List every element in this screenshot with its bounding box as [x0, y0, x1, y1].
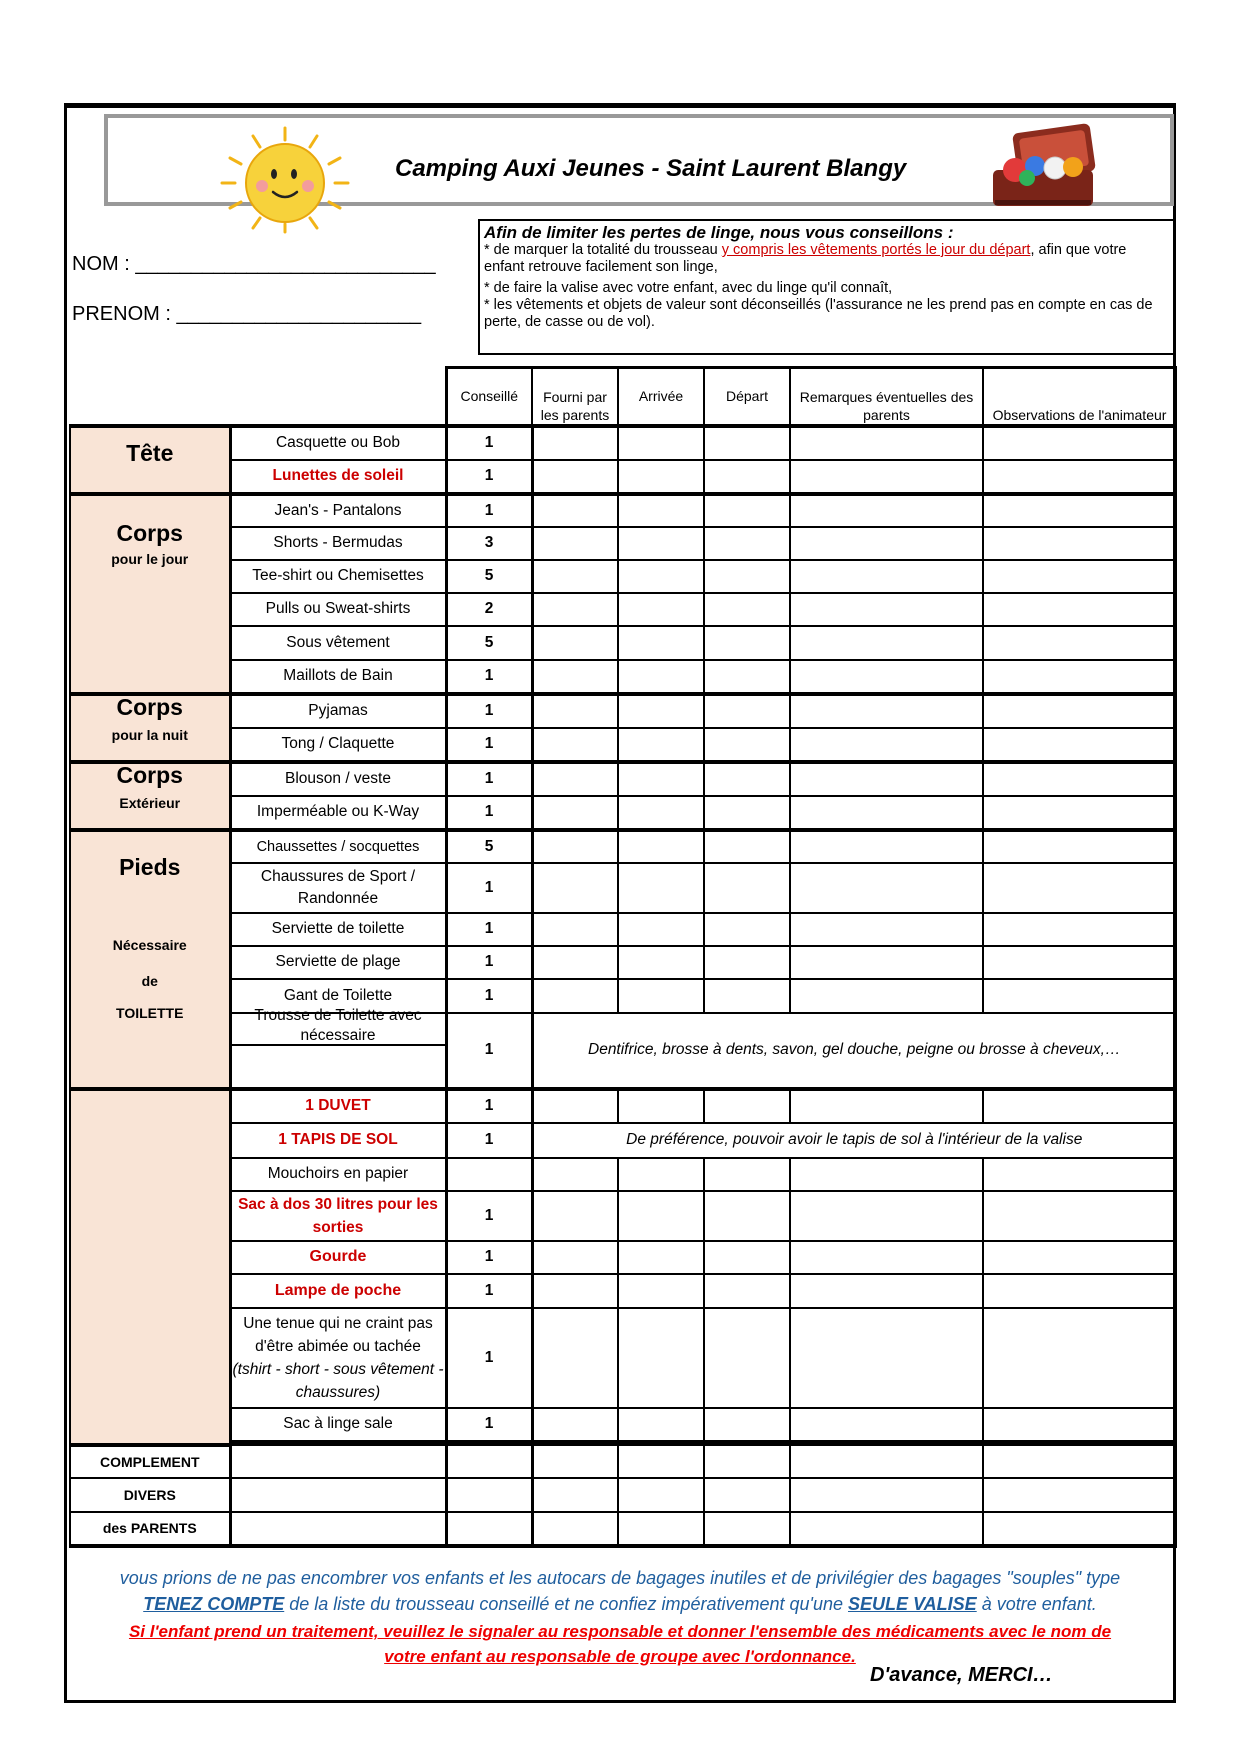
- item-qty: 1: [446, 762, 532, 796]
- table-row: [70, 1445, 1176, 1478]
- cell-arrivee[interactable]: [618, 979, 704, 1013]
- complement-cell[interactable]: [618, 1478, 704, 1512]
- cell-remarques[interactable]: [790, 1158, 983, 1191]
- item-qty: 5: [446, 560, 532, 593]
- category-corps-nuit: [70, 694, 230, 762]
- cell-depart[interactable]: [704, 913, 790, 946]
- cell-observations[interactable]: [983, 1274, 1176, 1308]
- cell-depart[interactable]: [704, 1089, 790, 1123]
- cell-fourni[interactable]: [532, 946, 618, 979]
- item-label-main: Une tenue qui ne craint pas d'être abimée ou tachée: [243, 1314, 433, 1355]
- item-label: [230, 1308, 446, 1408]
- cell-observations[interactable]: [983, 863, 1176, 913]
- cell-depart[interactable]: [704, 460, 790, 494]
- footer-line-1: vous prions de ne pas encombrer vos enfants et les autocars de bagages inutiles et de privilégier des bagages "souples" type: [119, 1568, 1121, 1588]
- cell-fourni[interactable]: [532, 1308, 618, 1408]
- cell-arrivee[interactable]: [618, 426, 704, 460]
- cell-fourni[interactable]: [532, 913, 618, 946]
- complement-cell[interactable]: [983, 1478, 1176, 1512]
- item-label-detail: (tshirt - short - sous vêtement - chaussures): [232, 1360, 444, 1401]
- cell-remarques[interactable]: [790, 946, 983, 979]
- item-label-blank: [230, 1045, 446, 1089]
- cell-arrivee[interactable]: [618, 1191, 704, 1241]
- item-label: Blouson / veste: [230, 762, 446, 796]
- advice-line-1-highlight: y compris les vêtements portés le jour du départ: [721, 242, 1031, 258]
- advice-line-1-end: , afin que votre enfant retrouve facilement son linge,: [484, 242, 1127, 275]
- category-necessaire-line-1: Nécessaire: [112, 936, 187, 953]
- table-row: [70, 460, 1176, 494]
- cell-depart[interactable]: [704, 494, 790, 527]
- cell-observations[interactable]: [983, 560, 1176, 593]
- table-row: [70, 1308, 1176, 1408]
- category-corps-ext-sub: Extérieur: [119, 794, 181, 811]
- cell-observations[interactable]: [983, 1089, 1176, 1123]
- item-qty: 1: [446, 494, 532, 527]
- cell-remarques[interactable]: [790, 560, 983, 593]
- cell-observations[interactable]: [983, 494, 1176, 527]
- item-qty: 1: [446, 460, 532, 494]
- cell-observations[interactable]: [983, 830, 1176, 863]
- item-label: Imperméable ou K-Way: [230, 796, 446, 830]
- cell-remarques[interactable]: [790, 913, 983, 946]
- cell-fourni[interactable]: [532, 460, 618, 494]
- checklist-table: [69, 366, 1177, 1548]
- item-qty: 1: [446, 1123, 532, 1158]
- advice-line-3: * les vêtements et objets de valeur sont déconseillés (l'assurance ne les prend pas en compte en cas de perte, de casse ou de vol).: [484, 297, 1153, 330]
- cell-remarques[interactable]: [790, 1191, 983, 1241]
- complement-cell[interactable]: [790, 1478, 983, 1512]
- item-label: Maillots de Bain: [230, 660, 446, 694]
- table-row: [70, 1478, 1176, 1512]
- cell-depart[interactable]: [704, 560, 790, 593]
- cell-arrivee[interactable]: [618, 660, 704, 694]
- item-label: Sac à dos 30 litres pour les sorties: [230, 1191, 446, 1241]
- item-qty: 1: [446, 426, 532, 460]
- suitcase-icon: [985, 120, 1110, 215]
- cell-fourni[interactable]: [532, 1408, 618, 1442]
- item-qty: 1: [446, 660, 532, 694]
- item-qty: 2: [446, 593, 532, 626]
- footer-line-2: [70, 1594, 1170, 1615]
- cell-fourni[interactable]: [532, 728, 618, 762]
- table-row: [70, 626, 1176, 660]
- cell-observations[interactable]: [983, 1158, 1176, 1191]
- complement-line-1: COMPLEMENT: [70, 1445, 230, 1478]
- table-row: [70, 762, 1176, 796]
- category-corps-jour: [70, 494, 230, 694]
- cell-observations[interactable]: [983, 593, 1176, 626]
- table-row: [70, 527, 1176, 560]
- cell-observations[interactable]: [983, 626, 1176, 660]
- cell-depart[interactable]: [704, 593, 790, 626]
- cell-arrivee[interactable]: [618, 560, 704, 593]
- footer-line-3: Si l'enfant prend un traitement, veuillez le signaler au responsable et donner l'ensemble des médicaments avec le nom de: [128, 1622, 1112, 1641]
- footer-tenez-compte: TENEZ COMPTE: [143, 1594, 285, 1614]
- footer-line-4: votre enfant au responsable de groupe avec l'ordonnance.: [384, 1647, 856, 1666]
- item-qty: 1: [446, 728, 532, 762]
- complement-cell[interactable]: [446, 1512, 532, 1546]
- cell-fourni[interactable]: [532, 626, 618, 660]
- cell-remarques[interactable]: [790, 796, 983, 830]
- cell-remarques[interactable]: [790, 1308, 983, 1408]
- cell-remarques[interactable]: [790, 593, 983, 626]
- category-necessaire-line-2: de: [141, 972, 158, 989]
- col-observations: Observations de l'animateur: [983, 368, 1176, 426]
- category-pieds-label: Pieds: [119, 853, 181, 880]
- cell-remarques[interactable]: [790, 494, 983, 527]
- item-qty: [446, 1158, 532, 1191]
- cell-depart[interactable]: [704, 1241, 790, 1274]
- complement-cell[interactable]: [230, 1445, 446, 1478]
- cell-depart[interactable]: [704, 1274, 790, 1308]
- category-divers: [70, 1089, 230, 1445]
- item-label: Serviette de plage: [230, 946, 446, 979]
- table-row: [70, 946, 1176, 979]
- item-label-text: Trousse de Toilette avec nécessaire: [254, 1006, 422, 1044]
- cell-arrivee[interactable]: [618, 460, 704, 494]
- item-qty: 1: [446, 1274, 532, 1308]
- cell-depart[interactable]: [704, 527, 790, 560]
- item-label: Tee-shirt ou Chemisettes: [230, 560, 446, 593]
- table-row: [70, 694, 1176, 728]
- category-tete-label: Tête: [126, 439, 174, 466]
- advice-box: [478, 219, 1175, 355]
- cell-fourni[interactable]: [532, 830, 618, 863]
- cell-remarques[interactable]: [790, 626, 983, 660]
- complement-cell[interactable]: [446, 1445, 532, 1478]
- col-conseille: Conseillé: [446, 368, 532, 426]
- cell-remarques[interactable]: [790, 460, 983, 494]
- cell-arrivee[interactable]: [618, 796, 704, 830]
- item-qty: 5: [446, 830, 532, 863]
- cell-depart[interactable]: [704, 694, 790, 728]
- cell-depart[interactable]: [704, 830, 790, 863]
- cell-observations[interactable]: [983, 762, 1176, 796]
- complement-cell[interactable]: [618, 1445, 704, 1478]
- category-necessaire-line-3: TOILETTE: [116, 1004, 184, 1021]
- cell-remarques[interactable]: [790, 1241, 983, 1274]
- category-corps-jour-label: Corps: [116, 519, 183, 546]
- category-corps-nuit-label: Corps: [116, 693, 183, 720]
- cell-observations[interactable]: [983, 694, 1176, 728]
- complement-cell[interactable]: [230, 1512, 446, 1546]
- item-label: Sac à linge sale: [230, 1408, 446, 1442]
- cell-arrivee[interactable]: [618, 1408, 704, 1442]
- cell-depart[interactable]: [704, 660, 790, 694]
- item-qty: 1: [446, 913, 532, 946]
- complement-cell[interactable]: [446, 1478, 532, 1512]
- complement-cell[interactable]: [790, 1445, 983, 1478]
- category-corps-ext-label: Corps: [116, 761, 183, 788]
- cell-arrivee[interactable]: [618, 913, 704, 946]
- item-label: Chaussettes / socquettes: [230, 830, 446, 863]
- cell-depart[interactable]: [704, 946, 790, 979]
- cell-fourni[interactable]: [532, 1274, 618, 1308]
- item-label: Gant de Toilette: [230, 979, 446, 1013]
- category-tete: [70, 426, 230, 494]
- item-label: Shorts - Bermudas: [230, 527, 446, 560]
- col-depart: Départ: [704, 368, 790, 426]
- table-row: [70, 494, 1176, 527]
- item-label: Tong / Claquette: [230, 728, 446, 762]
- cell-fourni[interactable]: [532, 660, 618, 694]
- advice-title: Afin de limiter les pertes de linge, nous vous conseillons :: [484, 223, 954, 242]
- table-row: [70, 1158, 1176, 1191]
- footer-line-2-end: à votre enfant.: [976, 1594, 1097, 1614]
- item-qty: 1: [446, 863, 532, 913]
- cell-remarques[interactable]: [790, 426, 983, 460]
- cell-depart[interactable]: [704, 626, 790, 660]
- item-label: Serviette de toilette: [230, 913, 446, 946]
- complement-line-3: des PARENTS: [70, 1512, 230, 1546]
- nom-field[interactable]: NOM : ___________________________: [72, 253, 436, 275]
- table-row: [70, 1274, 1176, 1308]
- cell-arrivee[interactable]: [618, 694, 704, 728]
- cell-arrivee[interactable]: [618, 830, 704, 863]
- table-row: [70, 426, 1176, 460]
- table-row: [70, 1123, 1176, 1158]
- item-label: 1 TAPIS DE SOL: [230, 1123, 446, 1158]
- cell-remarques[interactable]: [790, 762, 983, 796]
- item-label: Chaussures de Sport / Randonnée: [230, 863, 446, 913]
- cell-arrivee[interactable]: [618, 1241, 704, 1274]
- cell-arrivee[interactable]: [618, 728, 704, 762]
- cell-observations[interactable]: [983, 1241, 1176, 1274]
- item-label: 1 DUVET: [230, 1089, 446, 1123]
- cell-observations[interactable]: [983, 460, 1176, 494]
- cell-fourni[interactable]: [532, 979, 618, 1013]
- table-row: [70, 1089, 1176, 1123]
- table-row: [70, 1241, 1176, 1274]
- cell-depart[interactable]: [704, 728, 790, 762]
- complement-cell[interactable]: [532, 1512, 618, 1546]
- item-qty: 1: [446, 1013, 532, 1089]
- cell-observations[interactable]: [983, 660, 1176, 694]
- footer-seule-valise: SEULE VALISE: [848, 1594, 977, 1614]
- cell-remarques[interactable]: [790, 830, 983, 863]
- item-qty: 3: [446, 527, 532, 560]
- item-label: Jean's - Pantalons: [230, 494, 446, 527]
- item-qty: 1: [446, 946, 532, 979]
- advice-line-1: [484, 242, 1169, 276]
- complement-cell[interactable]: [983, 1512, 1176, 1546]
- item-qty: 1: [446, 1241, 532, 1274]
- cell-observations[interactable]: [983, 527, 1176, 560]
- cell-arrivee[interactable]: [618, 1274, 704, 1308]
- cell-remarques[interactable]: [790, 1408, 983, 1442]
- cell-remarques[interactable]: [790, 527, 983, 560]
- complement-cell[interactable]: [618, 1512, 704, 1546]
- category-corps-ext: [70, 762, 230, 830]
- item-label: Casquette ou Bob: [230, 426, 446, 460]
- cell-observations[interactable]: [983, 796, 1176, 830]
- cell-observations[interactable]: [983, 426, 1176, 460]
- table-row: [70, 560, 1176, 593]
- cell-fourni[interactable]: [532, 527, 618, 560]
- complement-cell[interactable]: [790, 1512, 983, 1546]
- cell-remarques[interactable]: [790, 660, 983, 694]
- table-row: [70, 796, 1176, 830]
- cell-fourni[interactable]: [532, 426, 618, 460]
- cell-depart[interactable]: [704, 979, 790, 1013]
- cell-observations[interactable]: [983, 979, 1176, 1013]
- advice-line-2: * de faire la valise avec votre enfant, avec du linge qu'il connaît,: [484, 280, 893, 296]
- footer-line-2-mid: de la liste du trousseau conseillé et ne confiez impérativement qu'une: [284, 1594, 848, 1614]
- prenom-field[interactable]: PRENOM : ______________________: [72, 303, 422, 325]
- cell-depart[interactable]: [704, 762, 790, 796]
- table-row: [70, 913, 1176, 946]
- cell-remarques[interactable]: [790, 728, 983, 762]
- item-note: Dentifrice, brosse à dents, savon, gel douche, peigne ou brosse à cheveux,…: [532, 1013, 1176, 1089]
- cell-remarques[interactable]: [790, 863, 983, 913]
- complement-cell[interactable]: [983, 1445, 1176, 1478]
- cell-observations[interactable]: [983, 913, 1176, 946]
- item-label: Lampe de poche: [230, 1274, 446, 1308]
- cell-arrivee[interactable]: [618, 1158, 704, 1191]
- cell-arrivee[interactable]: [618, 593, 704, 626]
- table-row: [70, 728, 1176, 762]
- cell-fourni[interactable]: [532, 863, 618, 913]
- complement-cell[interactable]: [704, 1512, 790, 1546]
- complement-cell[interactable]: [532, 1445, 618, 1478]
- cell-fourni[interactable]: [532, 494, 618, 527]
- table-row: [70, 1408, 1176, 1442]
- cell-fourni[interactable]: [532, 1089, 618, 1123]
- cell-remarques[interactable]: [790, 1274, 983, 1308]
- cell-fourni[interactable]: [532, 560, 618, 593]
- advice-line-1-start: * de marquer la totalité du trousseau: [484, 242, 722, 258]
- complement-cell[interactable]: [230, 1478, 446, 1512]
- cell-depart[interactable]: [704, 1308, 790, 1408]
- cell-observations[interactable]: [983, 1191, 1176, 1241]
- cell-arrivee[interactable]: [618, 527, 704, 560]
- table-row: [70, 863, 1176, 913]
- cell-fourni[interactable]: [532, 1241, 618, 1274]
- item-qty: 5: [446, 626, 532, 660]
- cell-arrivee[interactable]: [618, 1089, 704, 1123]
- cell-arrivee[interactable]: [618, 626, 704, 660]
- col-fourni: Fourni par les parents: [532, 368, 618, 426]
- cell-fourni[interactable]: [532, 762, 618, 796]
- item-label: Pulls ou Sweat-shirts: [230, 593, 446, 626]
- cell-arrivee[interactable]: [618, 1308, 704, 1408]
- complement-line-2: DIVERS: [70, 1478, 230, 1512]
- table-row: [70, 1191, 1176, 1241]
- item-label: Lunettes de soleil: [230, 460, 446, 494]
- cell-observations[interactable]: [983, 1308, 1176, 1408]
- category-pieds-toilette: [70, 830, 230, 1089]
- item-label: Mouchoirs en papier: [230, 1158, 446, 1191]
- cell-fourni[interactable]: [532, 1191, 618, 1241]
- col-arrivee: Arrivée: [618, 368, 704, 426]
- cell-fourni[interactable]: [532, 593, 618, 626]
- cell-arrivee[interactable]: [618, 494, 704, 527]
- complement-cell[interactable]: [704, 1478, 790, 1512]
- complement-cell[interactable]: [532, 1478, 618, 1512]
- table-row: [70, 593, 1176, 626]
- table-row: [70, 1512, 1176, 1546]
- cell-depart[interactable]: [704, 1408, 790, 1442]
- footer-merci: D'avance, MERCI…: [870, 1664, 1053, 1686]
- header-blank: [70, 368, 446, 426]
- item-label: Gourde: [230, 1241, 446, 1274]
- category-corps-jour-sub: pour le jour: [111, 550, 189, 567]
- cell-arrivee[interactable]: [618, 762, 704, 796]
- item-qty: 1: [446, 1191, 532, 1241]
- cell-observations[interactable]: [983, 1408, 1176, 1442]
- cell-remarques[interactable]: [790, 1089, 983, 1123]
- cell-fourni[interactable]: [532, 1158, 618, 1191]
- cell-observations[interactable]: [983, 946, 1176, 979]
- item-label: Sous vêtement: [230, 626, 446, 660]
- cell-depart[interactable]: [704, 796, 790, 830]
- table-row: [70, 660, 1176, 694]
- col-remarques: Remarques éventuelles des parents: [790, 368, 983, 426]
- cell-observations[interactable]: [983, 728, 1176, 762]
- cell-depart[interactable]: [704, 863, 790, 913]
- document-title: Camping Auxi Jeunes - Saint Laurent Blangy: [395, 155, 907, 182]
- category-corps-nuit-sub: pour la nuit: [111, 726, 188, 743]
- header-row: [70, 368, 1176, 426]
- complement-cell[interactable]: [704, 1445, 790, 1478]
- item-qty: 1: [446, 1308, 532, 1408]
- cell-fourni[interactable]: [532, 694, 618, 728]
- item-qty: 1: [446, 979, 532, 1013]
- cell-fourni[interactable]: [532, 796, 618, 830]
- item-qty: 1: [446, 796, 532, 830]
- item-label: Pyjamas: [230, 694, 446, 728]
- table-row: [70, 1013, 1176, 1045]
- sun-icon: [210, 120, 360, 235]
- table-row: [70, 830, 1176, 863]
- cell-remarques[interactable]: [790, 979, 983, 1013]
- item-qty: 1: [446, 1089, 532, 1123]
- cell-arrivee[interactable]: [618, 863, 704, 913]
- item-qty: 1: [446, 694, 532, 728]
- cell-arrivee[interactable]: [618, 946, 704, 979]
- item-qty: 1: [446, 1408, 532, 1442]
- cell-depart[interactable]: [704, 1158, 790, 1191]
- cell-remarques[interactable]: [790, 694, 983, 728]
- item-note: De préférence, pouvoir avoir le tapis de sol à l'intérieur de la valise: [532, 1123, 1176, 1158]
- item-label: [230, 1006, 446, 1045]
- cell-depart[interactable]: [704, 426, 790, 460]
- cell-depart[interactable]: [704, 1191, 790, 1241]
